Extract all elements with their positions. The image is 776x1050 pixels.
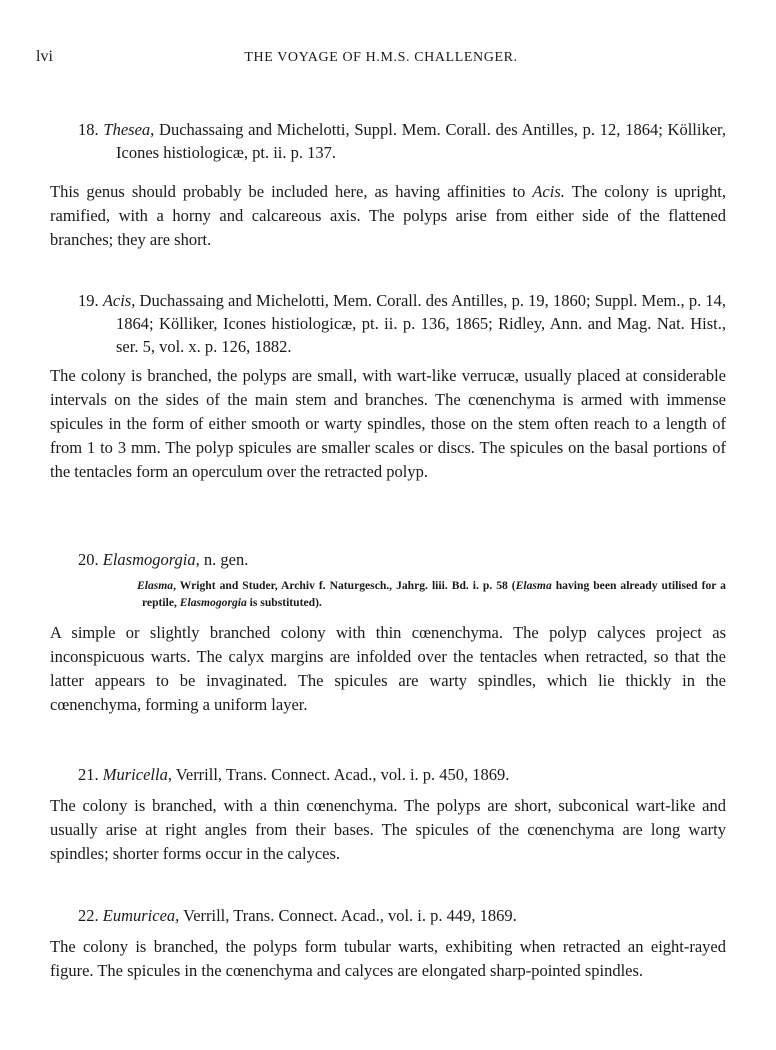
citation-text: , Duchassaing and Michelotti, Suppl. Mem. Corall. des Antilles, p. 12, 1864; Kölliker, Icones histiologicæ, pt. ii. p. 137. <box>116 120 727 162</box>
entry-citation <box>50 763 726 786</box>
note-text: is substituted). <box>246 596 322 609</box>
citation-text: , Verrill, Trans. Connect. Acad., vol. i. p. 449, 1869. <box>175 906 517 925</box>
entry-description: The colony is branched, the polyps are small, with wart-like verrucæ, usually placed at considerable intervals on the sides of the main stem and branches. The cœnenchyma is armed with immense spicules in the form of either smooth or warty spindles, those on the stem often reach to a length of from 1 to 3 mm. The polyp spicules are smaller scales or discs. The spicules on the basal portions of the tentacles form an operculum over the retracted polyp. <box>50 366 726 481</box>
genus-name: Acis <box>102 291 132 310</box>
entry-22 <box>50 904 726 983</box>
entry-description: The colony is branched, the polyps form tubular warts, exhibiting when retracted an eight-rayed figure. The spicules in the cœnenchyma and calyces are elongated sharp-pointed spindles. <box>50 937 726 980</box>
running-title: THE VOYAGE OF H.M.S. CHALLENGER. <box>244 50 518 65</box>
note-italic: Elasmogorgia <box>179 596 247 609</box>
entry-citation <box>50 118 726 164</box>
note-italic: Elasma <box>515 579 552 592</box>
page-header <box>36 48 726 72</box>
note-text: having been already utilised for a reptile, <box>142 579 726 609</box>
citation-text: , Duchassaing and Michelotti, Mem. Corall. des Antilles, p. 19, 1860; Suppl. Mem., p. 14, 1864; Kölliker, Icones histiologicæ, pt. ii. p. 136, 1865; Ridley, Ann. and Mag. Nat. Hist., ser. 5, vol. x. p. 126, 1882. <box>116 291 727 356</box>
description-italic: Acis. <box>532 182 565 201</box>
entry-19 <box>50 289 726 484</box>
citation-text: , n. gen. <box>195 550 249 569</box>
entry-number: 20. <box>78 550 99 569</box>
entry-description <box>50 180 726 252</box>
genus-name: Eumuricea <box>102 906 176 925</box>
entry-number: 19. <box>78 291 99 310</box>
page-number: lvi <box>36 48 53 65</box>
entry-description: A simple or slightly branched colony with thin cœnenchyma. The polyp calyces project as inconspicuous warts. The calyx margins are infolded over the tentacles when retracted, so that the latter appears to be invaginated. The spicules are warty spindles, which lie thickly in the cœnenchyma, forming a uniform layer. <box>50 623 726 714</box>
note-italic: Elasma <box>137 579 174 592</box>
genus-name: Elasmogorgia <box>102 550 196 569</box>
genus-name: Muricella <box>102 765 168 784</box>
entry-20 <box>50 548 726 717</box>
entry-citation <box>50 904 726 927</box>
genus-name: Thesea <box>103 120 151 139</box>
entry-21 <box>50 763 726 866</box>
description-text: This genus should probably be included here, as having affinities to <box>50 182 533 201</box>
synonym-note <box>50 577 726 611</box>
entry-citation <box>50 548 726 571</box>
citation-text: , Verrill, Trans. Connect. Acad., vol. i. p. 450, 1869. <box>167 765 510 784</box>
note-text: , Wright and Studer, Archiv f. Naturgesch., Jahrg. liii. Bd. i. p. 58 ( <box>173 579 516 592</box>
entry-number: 22. <box>78 906 99 925</box>
description-text: The colony is upright, ramified, with a horny and calcareous axis. The polyps arise from either side of the flattened branches; they are short. <box>50 182 726 249</box>
entry-number: 18. <box>78 120 99 139</box>
entry-number: 21. <box>78 765 99 784</box>
entry-citation <box>50 289 726 358</box>
entry-description: The colony is branched, with a thin cœnenchyma. The polyps are short, subconical wart-like and usually arise at right angles from their bases. The spicules of the cœnenchyma are long warty spindles; shorter forms occur in the calyces. <box>50 796 726 863</box>
entry-18 <box>50 118 726 252</box>
